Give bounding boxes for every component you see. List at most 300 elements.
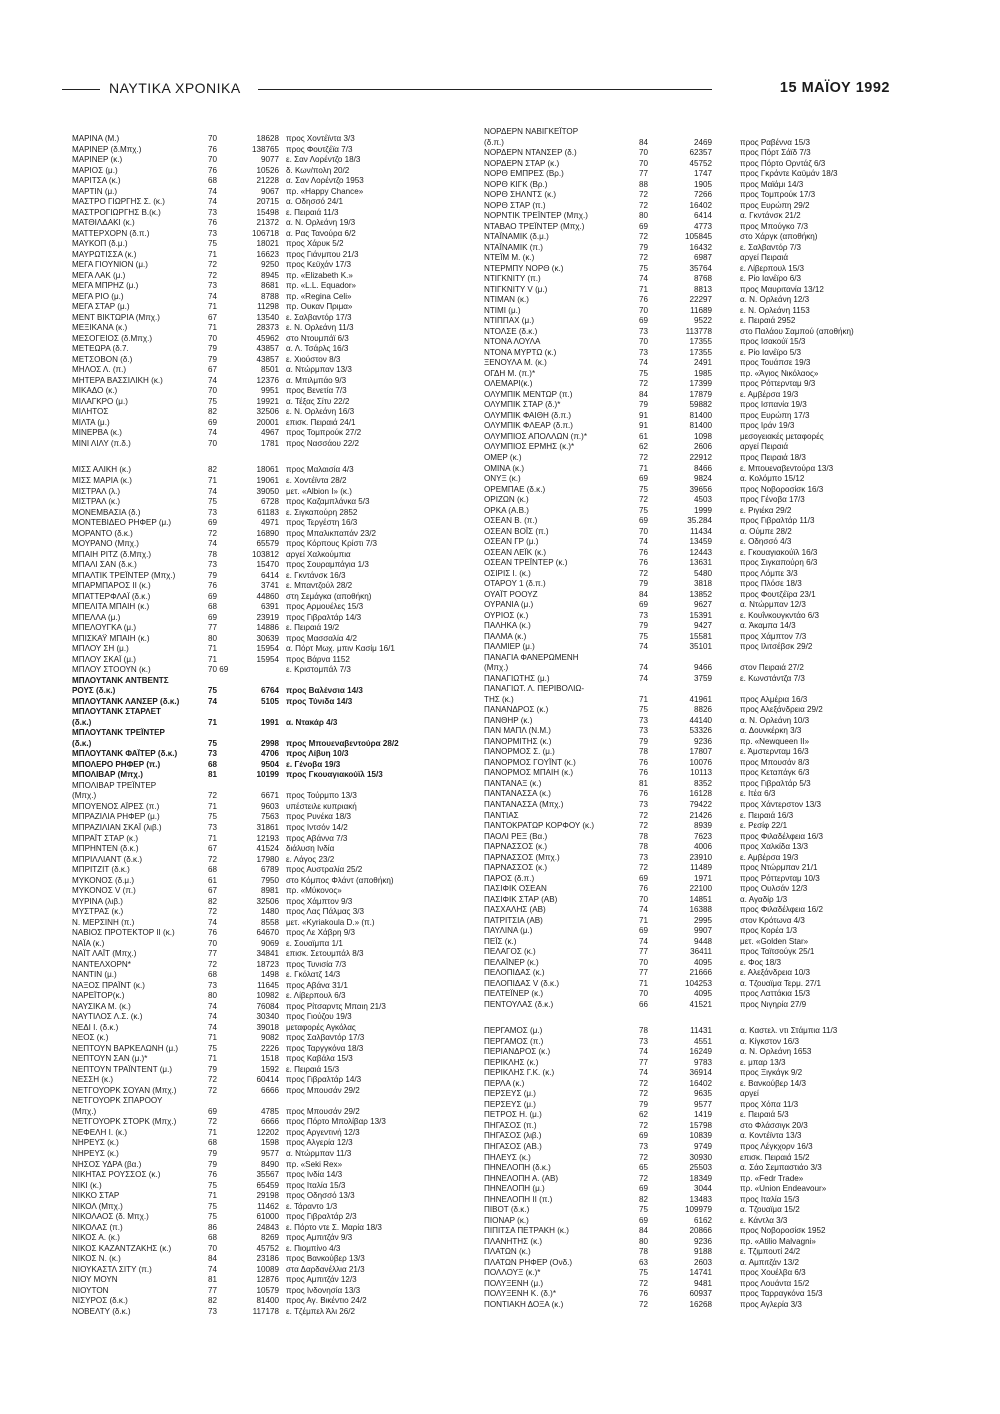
ship-row (72, 1012, 472, 1023)
ship-row (72, 834, 472, 845)
voyage-status: προς Γκουαγιακούϊλ 15/3 (286, 770, 383, 780)
ship-name: ΠΕΪΣ (κ.) (484, 936, 517, 946)
ship-row (484, 1174, 904, 1185)
ship-name: ΜΑΡΙΝΕΡ (δ.Μπχ.) (72, 144, 142, 154)
build-year: 72 (639, 200, 649, 210)
ship-row (72, 886, 472, 897)
ship-name: ΠΑΝΑΓΙΩΤΗΣ (μ.) (484, 673, 550, 683)
build-year: 76 (208, 1170, 218, 1180)
ship-name: ΟΡΚΑ (Α.Β.) (484, 505, 529, 515)
build-year: 77 (208, 949, 218, 959)
ship-row (484, 159, 904, 170)
tonnage: 44140 (689, 715, 712, 725)
ship-name: ΝΙΚΟΣ Ν. (κ.) (72, 1254, 121, 1264)
voyage-status: προς Ρόττερνταμ 10/3 (740, 873, 820, 883)
ship-row (72, 208, 472, 219)
tonnage: 14741 (689, 1268, 712, 1278)
ship-row (72, 760, 472, 771)
tonnage: 2469 (693, 137, 712, 147)
tonnage: 36411 (690, 947, 712, 957)
build-year: 71 (208, 644, 218, 654)
ship-name: (Μπχ.) (72, 791, 97, 801)
ship-row (484, 768, 904, 779)
voyage-status: α. Πόρτ Μωχ. μπιν Κασίμ 16/1 (286, 644, 395, 654)
tonnage: 18723 (256, 959, 279, 969)
tonnage: 2995 (693, 915, 712, 925)
tonnage: 20866 (689, 1226, 712, 1236)
build-year: 88 (639, 179, 649, 189)
voyage-status: α. Ούμπε 28/2 (740, 526, 792, 536)
voyage-status: προς Αμπιτζάν 9/3 (286, 1233, 353, 1243)
build-year: 75 (639, 505, 649, 515)
ship-row (484, 1068, 904, 1079)
voyage-status: πρ. «Happy Chance» (286, 186, 364, 196)
ship-name: ΝΤΟΝΑ ΜΥΡΤΩ (κ.) (484, 347, 557, 357)
tonnage: 16432 (689, 242, 712, 252)
tonnage: 8788 (260, 291, 279, 301)
ship-name: ΜΕΓΑ ΛΑΚ (μ.) (72, 270, 126, 280)
build-year: 70 (208, 386, 218, 396)
build-year: 72 (639, 1173, 649, 1183)
tonnage: 15498 (256, 207, 279, 217)
ship-row (72, 1149, 472, 1160)
ship-row (484, 421, 904, 432)
ship-row (72, 134, 472, 145)
voyage-status: προς Γκράντε Καϋμάν 18/3 (740, 169, 838, 179)
ship-row (484, 211, 904, 222)
ship-row (484, 316, 904, 327)
ship-row (72, 897, 472, 908)
ship-name: ΤΗΣ (κ.) (484, 694, 514, 704)
ship-name: ΜΑΣΤΡΟΓΙΩΡΓΗΣ Β.(κ.) (72, 207, 161, 217)
ship-name: ΝΑΝΤΙΝ (μ.) (72, 970, 117, 980)
ship-row (484, 926, 904, 937)
ship-name: ΠΗΝΕΛΟΠΗ Α. (ΑΒ) (484, 1173, 559, 1183)
build-year: 73 (639, 852, 649, 862)
voyage-status: ε. Μπαντζούλ 28/2 (286, 581, 353, 591)
ship-row (484, 253, 904, 264)
tonnage: 35567 (256, 1170, 279, 1180)
tonnage: 10113 (690, 768, 712, 778)
ship-row (72, 686, 472, 697)
tonnage: 9907 (693, 926, 712, 936)
tonnage: 117178 (252, 1306, 279, 1316)
build-year: 74 (639, 274, 649, 284)
build-year: 69 (208, 612, 218, 622)
voyage-status: ε. Πόρτο ντε Σ. Μαρία 18/3 (286, 1222, 382, 1232)
ship-row (72, 539, 472, 550)
voyage-status: στη Σεμάγκα (αποθήκη) (286, 591, 372, 601)
ship-name: ΜΠΡΑΖΙΛΙΑ ΡΗΦΕΡ (μ.) (72, 812, 160, 822)
build-year: 62 (639, 442, 649, 452)
build-year: 67 (208, 886, 218, 896)
ship-row (484, 1110, 904, 1121)
voyage-status: προς Βανκούβερ 13/3 (286, 1254, 365, 1264)
voyage-status: προς Ταργγκόνα 18/3 (286, 1043, 364, 1053)
ship-name: ΜΠΛΟΥΤΑΝΚ ΦΑΪΤΕΡ (δ.κ.) (72, 749, 178, 759)
build-year: 72 (208, 270, 218, 280)
ship-name: ΟΣΕΑΝ ΓΡ (μ.) (484, 537, 539, 547)
ship-row (72, 581, 472, 592)
voyage-status: μεταφορές Αγκόλας (286, 1022, 356, 1032)
ship-name: ΠΑΛΜΑ (κ.) (484, 631, 527, 641)
voyage-status: ε. Ρίο Ιανέϊρο 6/3 (740, 274, 802, 284)
ship-row (72, 250, 472, 261)
build-year: 71 (208, 717, 218, 727)
build-year: 74 (639, 537, 649, 547)
ship-name: ΠΕΡΓΑΜΟΣ (μ.) (484, 1026, 543, 1036)
build-year: 82 (208, 896, 218, 906)
voyage-status: ε. Λάγος 23/2 (286, 854, 335, 864)
ship-row (72, 918, 472, 929)
ship-row (484, 464, 904, 475)
voyage-status: ε. Ν. Ορλεάνη 11/3 (286, 323, 354, 333)
ship-name: ΝΕΤΓΟΥΟΡΚ ΣΟΥΑΝ (Μπχ.) (72, 1085, 177, 1095)
ship-row (72, 960, 472, 971)
voyage-status: προς Αλεξάνδρεια 29/2 (740, 705, 823, 715)
voyage-status: α. Κολόμπο 15/12 (740, 474, 805, 484)
voyage-status: ε. Πειραιά 19/2 (286, 623, 340, 633)
ship-name: ΠΙΠΙΤΣΑ ΠΕΤΡΑΚΗ (κ.) (484, 1226, 569, 1236)
voyage-status: ε. Σαλβαντόρ 17/3 (286, 312, 352, 322)
tonnage: 1098 (693, 431, 712, 441)
build-year: 70 (639, 989, 649, 999)
ship-name: ΠΟΛΛΟΥΞ (κ.)* (484, 1268, 541, 1278)
ship-name: ΠΑΝΟΡΜΙΤΗΣ (κ.) (484, 736, 552, 746)
build-year: 68 (208, 1233, 218, 1243)
issue-date: 15 ΜΑΪΟΥ 1992 (779, 80, 890, 96)
tonnage: 29198 (256, 1191, 279, 1201)
tonnage: 61000 (256, 1212, 279, 1222)
ship-name: ΠΑΝΤΑΝΑΞ (κ.) (484, 778, 542, 788)
voyage-status: α. Ντώρμπαν 13/3 (286, 365, 352, 375)
ship-row (72, 739, 472, 750)
build-year: 74 (208, 1022, 218, 1032)
voyage-status: προς Αβάνα 31/1 (286, 980, 348, 990)
ship-row (72, 644, 472, 655)
ship-name: ΜΙΝΙ ΛΙΛΥ (π.δ.) (72, 438, 131, 448)
tonnage: 9522 (693, 316, 712, 326)
build-year: 71 (208, 833, 218, 843)
build-year: 78 (639, 831, 649, 841)
voyage-status: μετ. «Kyriakoula D.» (π.) (286, 917, 375, 927)
ship-row (72, 1086, 472, 1097)
ship-name: ΜΠΡΑΪΤ ΣΤΑΡ (κ.) (72, 833, 139, 843)
ship-row (484, 590, 904, 601)
ship-row (484, 737, 904, 748)
ship-name: ΝΕΠΤΟΥΝ ΤΡΑΪΝΤΕΝΤ (μ.) (72, 1064, 173, 1074)
ship-name: ΝΕΠΤΟΥΝ ΣΑΝ (μ.)* (72, 1054, 148, 1064)
voyage-status: προς Αβάννα 7/3 (286, 833, 348, 843)
voyage-status: προς Χόπα 11/3 (740, 1099, 799, 1109)
build-year: 77 (208, 1285, 218, 1295)
tonnage: 9448 (693, 936, 712, 946)
ship-name: ΠΑΝΑΓΙΩΤ. Λ. ΠΕΡΙΒΟΛΙΩ- (484, 684, 585, 694)
ship-row (484, 548, 904, 559)
tonnage: 2603 (693, 1257, 712, 1267)
build-year: 70 (208, 438, 218, 448)
ship-name: ΠΗΛΕΥΣ (κ.) (484, 1152, 531, 1162)
ship-name: ΝΤΙΓΚΝΙΤΥ (π.) (484, 274, 541, 284)
tonnage: 1971 (693, 873, 712, 883)
build-year: 72 (208, 1075, 218, 1085)
voyage-status: ε. Χιούστον 8/3 (286, 354, 341, 364)
ship-row (484, 285, 904, 296)
voyage-status: προς Μαλαισία 4/3 (286, 465, 354, 475)
build-year: 79 (639, 1099, 649, 1109)
build-year: 91 (639, 410, 649, 420)
ship-name: ΜΠΟΛΙΒΑΡ (Μπχ.) (72, 770, 143, 780)
build-year: 80 (208, 991, 218, 1001)
build-year: 75 (208, 1212, 218, 1222)
voyage-status: ε. Πειραιά 16/3 (740, 810, 794, 820)
tonnage: 61183 (257, 507, 279, 517)
voyage-status: προς Μπουσάν 29/2 (286, 1106, 360, 1116)
tonnage: 10579 (256, 1285, 279, 1295)
ship-name: ΠΕΡΙΚΛΗΣ Γ.Κ. (κ.) (484, 1068, 555, 1078)
build-year: 74 (208, 375, 218, 385)
section-gap (72, 449, 472, 465)
build-year: 82 (208, 1296, 218, 1306)
voyage-status: προς Ευρώπη 29/2 (740, 200, 810, 210)
ship-row (72, 1002, 472, 1013)
voyage-status: προς Γιβραλτάρ 11/3 (740, 516, 815, 526)
build-year: 70 69 (208, 665, 229, 675)
ship-row (72, 344, 472, 355)
ship-row (484, 1142, 904, 1153)
build-year: 75 (639, 631, 649, 641)
tonnage: 10199 (256, 770, 279, 780)
tonnage: 11645 (257, 980, 279, 990)
ship-name: ΝΕΦΕΛΗ Ι. (κ.) (72, 1127, 128, 1137)
ship-row (484, 1153, 904, 1164)
ship-row (72, 613, 472, 624)
voyage-status: επισκ. Σετουμπάλ 8/3 (286, 949, 364, 959)
voyage-status: προς Τομπρούκ 27/2 (286, 428, 362, 438)
build-year: 76 (639, 757, 649, 767)
tonnage: 11689 (690, 305, 712, 315)
tonnage: 16388 (689, 905, 712, 915)
tonnage: 9236 (693, 736, 712, 746)
ship-row (72, 155, 472, 166)
build-year: 72 (639, 863, 649, 873)
tonnage: 43857 (256, 344, 279, 354)
ship-name: ΝΟΡΔΕΡΝ ΣΤΑΡ (κ.) (484, 158, 560, 168)
ship-name: ΜΕΤΕΩΡΑ (δ.7. (72, 344, 129, 354)
ship-row (72, 1075, 472, 1086)
tonnage: 19921 (256, 396, 279, 406)
ship-name: ΜΥΡΙΝΑ (λιβ.) (72, 896, 123, 906)
voyage-status: ε. Πειραιά 11/3 (286, 207, 339, 217)
ship-name: ΠΟΝΤΙΑΚΗ ΔΟΞΑ (κ.) (484, 1299, 564, 1309)
ship-row (484, 516, 904, 527)
ship-row (484, 1289, 904, 1300)
ship-name: ΜΟΝΤΕΒΙΔΕΟ ΡΗΦΕΡ (μ.) (72, 518, 172, 528)
ship-row (72, 418, 472, 429)
voyage-status: προς Φουτζέϊρα 23/1 (740, 589, 816, 599)
tonnage: 11431 (690, 1026, 712, 1036)
ship-name: ΟΛΥΜΠΙΚ ΜΕΝΤΩΡ (π.) (484, 389, 573, 399)
ship-name: ΝΤΙΠΠΑΧ (μ.) (484, 316, 535, 326)
ship-name: ΝΙΚΚΟ ΣΤΑΡ (72, 1191, 120, 1201)
tonnage: 10076 (689, 757, 712, 767)
tonnage: 106718 (251, 228, 279, 238)
build-year: 72 (639, 821, 649, 831)
ship-name: ΜΠΡΑΖΙΛΙΑΝ ΣΚΑΪ (λιβ.) (72, 823, 162, 832)
ship-name: ΜΕΤΣΟΒΟΝ (δ.) (72, 354, 133, 364)
ship-name: ΝΙΚΟΣ Α. (κ.) (72, 1233, 120, 1243)
tonnage: 62357 (689, 148, 712, 158)
tonnage: 21666 (689, 968, 712, 978)
build-year: 77 (208, 623, 218, 633)
ship-row (484, 180, 904, 191)
build-year: 74 (639, 673, 649, 683)
ship-name: ΡΟΥΣ (δ.κ.) (72, 686, 116, 696)
tonnage: 17807 (689, 747, 712, 757)
right-column (484, 127, 904, 1310)
ship-name: ΝΤΑΪΝΑΜΙΚ (π.) (484, 242, 543, 252)
ship-name: ΜΠΡΗΝΤΕΝ (δ.κ.) (72, 844, 139, 854)
build-year: 68 (208, 1138, 218, 1148)
build-year: 69 (208, 518, 218, 528)
build-year: 73 (639, 1036, 649, 1046)
ship-name: ΝΟΡΘ ΣΗΛΝΤΣ (κ.) (484, 190, 557, 200)
voyage-status: ε. Γκουαγιακούϊλ 16/3 (740, 547, 818, 557)
tonnage: 18628 (256, 134, 279, 143)
build-year: 84 (639, 389, 649, 399)
ship-row (484, 358, 904, 369)
voyage-status: προς Ρίτσαρντς Μπαιη 21/3 (286, 1001, 386, 1011)
ship-name: ΝΙΚΙ (κ.) (72, 1180, 102, 1190)
ship-name: ΜΕΝΤ ΒΙΚΤΩΡΙΑ (Μπχ.) (72, 312, 160, 322)
build-year: 72 (639, 190, 649, 200)
tonnage: 4773 (693, 221, 712, 231)
build-year: 73 (639, 1141, 649, 1151)
tonnage: 24843 (256, 1222, 279, 1232)
build-year: 69 (639, 516, 649, 526)
ship-name: ΝΕΠΤΟΥΝ ΒΑΡΚΕΛΩΝΗ (μ.) (72, 1043, 179, 1053)
ship-name: ΜΠΑΙΗ ΡΙΤΖ (δ.Μπχ.) (72, 549, 152, 559)
build-year: 74 (208, 1012, 218, 1022)
tonnage: 4503 (693, 495, 712, 505)
tonnage: 6162 (693, 1215, 712, 1225)
ship-row (484, 821, 904, 832)
ship-row (72, 1212, 472, 1223)
voyage-status: προς Αυστραλία 25/2 (286, 865, 363, 875)
build-year: 73 (208, 281, 218, 291)
tonnage: 9824 (693, 474, 712, 484)
voyage-status: προς Χάρυκ 5/2 (286, 239, 344, 249)
ship-row (72, 292, 472, 303)
ship-row (72, 981, 472, 992)
ship-row (72, 928, 472, 939)
build-year: 75 (208, 738, 218, 748)
ship-name: ΜΠΡΙΛΛΙΑΝΤ (δ.κ.) (72, 854, 143, 864)
ship-row (484, 1131, 904, 1142)
ship-row (484, 979, 904, 990)
voyage-status: προς Γιάνμπου 21/3 (286, 249, 359, 259)
voyage-status: προς Ινδία 14/3 (286, 1170, 343, 1180)
voyage-status: προς Λόμπε 3/3 (740, 568, 798, 578)
ship-name: ΜΕΞΙΚΑΝΑ (κ.) (72, 323, 128, 333)
ship-name: ΠΕΡΙΑΝΔΡΟΣ (κ.) (484, 1047, 551, 1057)
voyage-status: ε. Κριστομπάλ 7/3 (286, 665, 351, 675)
voyage-status: προς Αργεντινή 12/3 (286, 1127, 360, 1137)
voyage-status: ε. Πιομπίνο 4/3 (286, 1243, 341, 1253)
voyage-status: ε. Ριγιέκα 29/2 (740, 505, 792, 515)
ship-row (484, 1047, 904, 1058)
ship-name: ΠΕΡΣΕΥΣ (μ.) (484, 1099, 536, 1109)
build-year: 76 (208, 581, 218, 591)
voyage-status: προς Μπαλικπαπάν 23/2 (286, 528, 376, 538)
ship-name: ΟΛΥΜΠΙΚ ΣΤΑΡ (δ.)* (484, 400, 561, 410)
build-year: 84 (639, 137, 649, 147)
ship-row (484, 569, 904, 580)
left-column (72, 134, 472, 1317)
tonnage: 14886 (256, 623, 279, 633)
ship-name: ΜΠΕΛΛΑ (μ.) (72, 612, 121, 622)
ship-name: ΠΑΣΙΦΙΚ ΟΣΕΑΝ (484, 884, 547, 894)
tonnage: 10839 (689, 1131, 712, 1141)
tonnage: 4006 (693, 842, 712, 852)
voyage-status: προς Νοβοροσίσκ 1952 (740, 1226, 826, 1236)
ship-name: ΠΑΟΛΙ ΡΕΞ (Βα.) (484, 831, 548, 841)
ship-name: ΜΠΟΛΕΡΟ ΡΗΦΕΡ (π.) (72, 759, 161, 769)
ship-name: ΜΕΓΑ ΓΙΟΥΝΙΟΝ (μ.) (72, 260, 148, 270)
tonnage: 10089 (256, 1264, 279, 1274)
build-year: 76 (639, 558, 649, 568)
ship-name: ΠΑΝΤΟΚΡΑΤΩΡ ΚΟΡΦΟΥ (κ.) (484, 821, 595, 831)
tonnage: 22297 (689, 295, 712, 305)
build-year: 75 (208, 1201, 218, 1211)
tonnage: 9603 (260, 801, 279, 811)
voyage-status: μεσογειακές μεταφορές (740, 431, 824, 441)
tonnage: 1419 (693, 1110, 712, 1120)
page-header (62, 80, 890, 100)
ship-row (484, 789, 904, 800)
tonnage: 15798 (689, 1120, 712, 1130)
ship-name: ΟΛΕΜΑΡΙ(κ.) (484, 379, 533, 389)
ship-row (72, 571, 472, 582)
ship-row (484, 884, 904, 895)
ship-name: ΜΠΛΟΥ ΣΗ (μ.) (72, 644, 129, 654)
ship-row (484, 1100, 904, 1111)
build-year: 74 (208, 1264, 218, 1274)
ship-name: ΠΗΝΕΛΟΠΗ (δ.κ.) (484, 1163, 551, 1173)
ship-name: ΜΑΥΡΩΤΙΣΣΑ (κ.) (72, 249, 137, 259)
ship-name: ΠΑΡΟΣ (δ.π.) (484, 873, 535, 883)
ship-name: ΝΟΡΝΤΙΚ ΤΡΕΪΝΤΕΡ (Μπχ.) (484, 211, 588, 221)
tonnage: 9236 (693, 1236, 712, 1246)
build-year: 71 (639, 978, 649, 988)
build-year: 75 (639, 1268, 649, 1278)
tonnage: 30930 (689, 1152, 712, 1162)
voyage-status: προς Ευρώπη 17/3 (740, 410, 810, 420)
build-year: 70 (639, 148, 649, 158)
ship-row (484, 1300, 904, 1311)
voyage-status: ε. Τζέμπελ Άλι 26/2 (286, 1306, 356, 1316)
ship-row (72, 1128, 472, 1139)
voyage-status: προς Χουέλβα 6/3 (740, 1268, 806, 1278)
tonnage: 6987 (693, 253, 712, 263)
ship-name: ΟΜΙΝΑ (κ.) (484, 463, 525, 473)
build-year: 77 (639, 169, 649, 179)
tonnage: 16249 (689, 1047, 712, 1057)
ship-row (484, 600, 904, 611)
tonnage: 22912 (689, 452, 712, 462)
voyage-status: ε. μπαρ 13/3 (740, 1057, 786, 1067)
voyage-status: προς Ταρραγκόνα 15/3 (740, 1289, 823, 1299)
